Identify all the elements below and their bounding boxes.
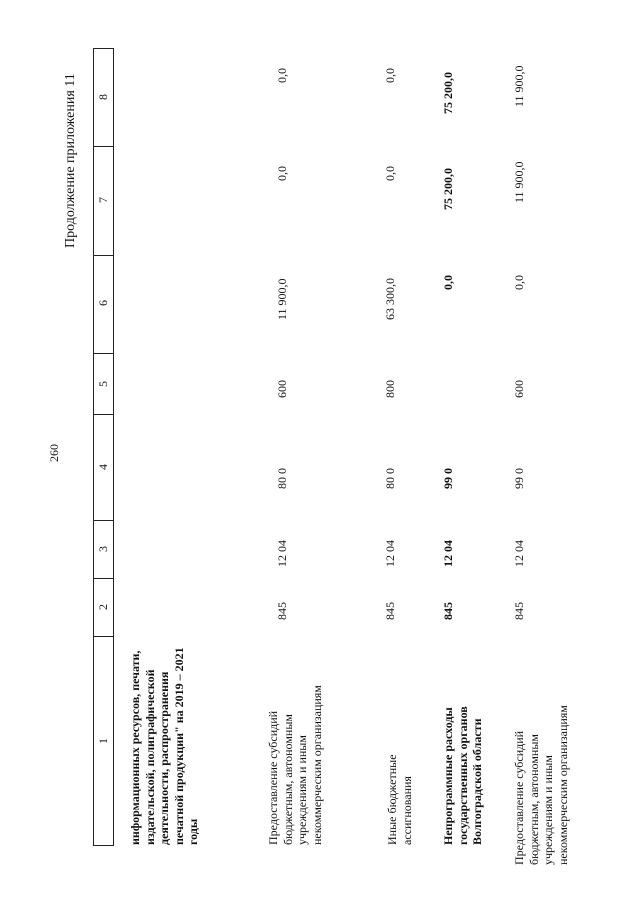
col-sep-4-3	[93, 520, 113, 521]
table-row-2-c5: 800	[383, 380, 397, 398]
page-number: 260	[47, 444, 61, 462]
table-row-2-c4: 80 0	[383, 468, 397, 489]
table-row-1-c5: 600	[275, 380, 289, 398]
table-row-4-c2: 845	[512, 602, 526, 620]
header-row-border-left	[93, 48, 94, 846]
header-col-8: 8	[96, 94, 110, 100]
col-sep-7-6	[93, 255, 113, 256]
col-sep-5-4	[93, 414, 113, 415]
table-row-1-c8: 0,0	[275, 68, 289, 83]
table-row-3-c7: 75 200,0	[441, 168, 455, 210]
table-bottom-border	[93, 845, 113, 846]
header-row-border-right	[113, 48, 114, 846]
table-row-0-name: информационных ресурсов, печати, издательской, полиграфической деятельности, распространения печатной продукции" на 2019 – 2021 годы	[128, 647, 200, 845]
table-row-4-c5: 600	[512, 380, 526, 398]
col-sep-2-1	[93, 636, 113, 637]
table-row-4-c3: 12 04	[512, 540, 526, 567]
header-col-7: 7	[96, 197, 110, 203]
header-col-2: 2	[96, 604, 110, 610]
table-row-4-c6: 0,0	[512, 275, 526, 290]
table-row-3-c8: 75 200,0	[441, 72, 455, 114]
table-row-1-name: Предоставление субсидий бюджетным, автономным учреждениям и иным некоммерческим организациям	[266, 685, 324, 845]
header-col-5: 5	[96, 381, 110, 387]
table-top-border	[93, 48, 113, 49]
table-row-1-c2: 845	[275, 602, 289, 620]
table-row-2-c7: 0,0	[383, 166, 397, 181]
table-row-4-name: Предоставление субсидий бюджетным, автономным учреждениям и иным некоммерческим организациям	[512, 705, 570, 865]
header-col-4: 4	[96, 464, 110, 470]
table-row-4-c7: 11 900,0	[512, 161, 526, 203]
col-sep-3-2	[93, 578, 113, 579]
header-col-1: 1	[96, 738, 110, 744]
header-col-6: 6	[96, 300, 110, 306]
table-row-2-c3: 12 04	[383, 540, 397, 567]
table-row-3-c4: 99 0	[441, 468, 455, 489]
table-row-2-name: Иные бюджетные ассигнования	[385, 754, 414, 845]
table-row-3-c2: 845	[441, 602, 455, 620]
table-row-4-c4: 99 0	[512, 468, 526, 489]
table-row-3-c6: 0,0	[441, 275, 455, 290]
table-row-1-c7: 0,0	[275, 166, 289, 181]
table-row-1-c3: 12 04	[275, 540, 289, 567]
table-row-2-c2: 845	[383, 602, 397, 620]
table-row-3-name: Непрограммные расходы государственных органов Волгоградской области	[441, 706, 484, 845]
table-row-1-c4: 80 0	[275, 468, 289, 489]
appendix-label: Продолжение приложения 11	[63, 73, 78, 248]
header-col-3: 3	[96, 546, 110, 552]
col-sep-6-5	[93, 353, 113, 354]
table-row-3-c3: 12 04	[441, 540, 455, 567]
table-row-4-c8: 11 900,0	[512, 65, 526, 107]
col-sep-8-7	[93, 146, 113, 147]
table-row-2-c8: 0,0	[383, 68, 397, 83]
table-row-2-c6: 63 300,0	[383, 278, 397, 320]
table-row-1-c6: 11 900,0	[275, 278, 289, 320]
